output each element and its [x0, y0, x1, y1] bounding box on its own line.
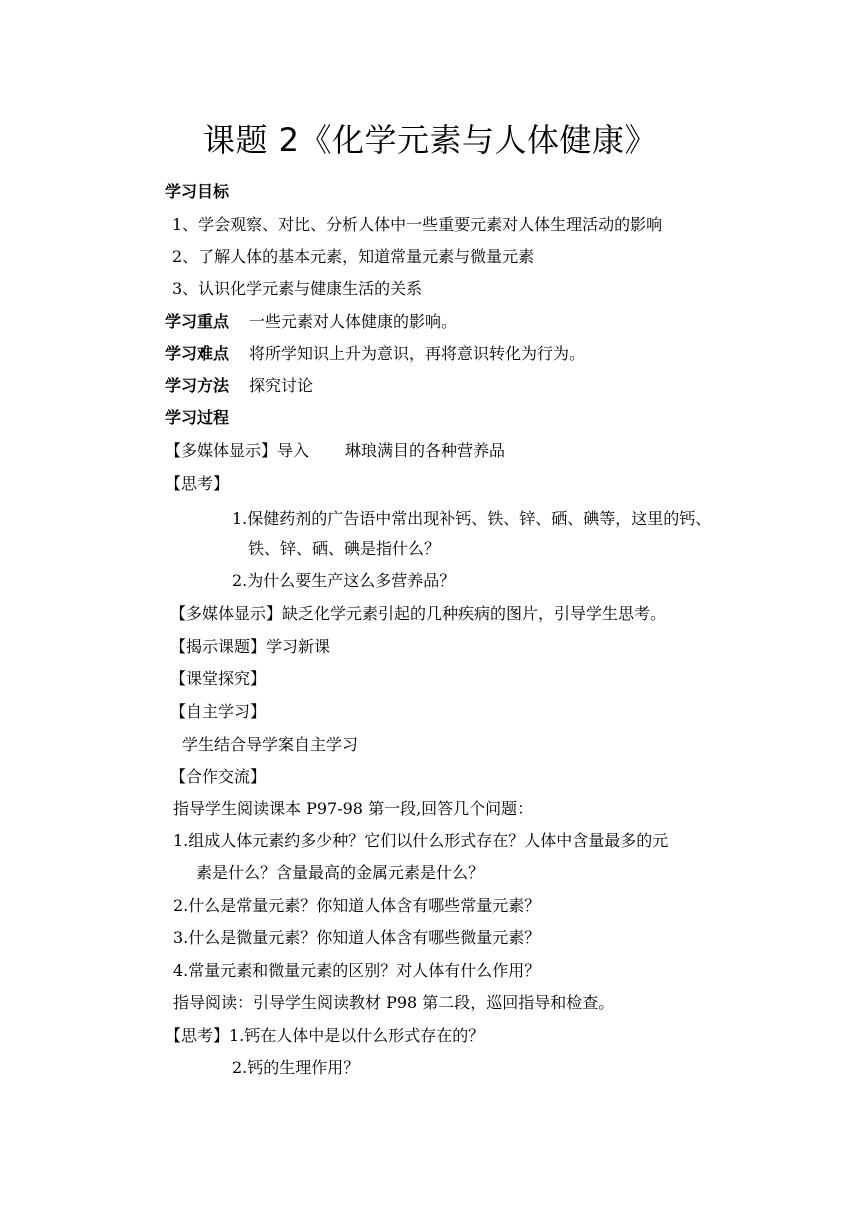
difficulty-text: 将所学知识上升为意识，再将意识转化为行为。 [249, 344, 586, 363]
self-study-text: 学生结合导学案自主学习 [182, 735, 359, 754]
objectives-heading: 学习目标 [165, 182, 230, 201]
cooperate-guide: 指导学生阅读课本 P97-98 第一段,回答几个问题： [173, 799, 534, 818]
method-label: 学习方法 [165, 376, 230, 395]
difficulty-label: 学习难点 [165, 344, 230, 363]
intro-row [165, 440, 505, 462]
page-title: 课题 2《化学元素与人体健康》 [202, 121, 658, 159]
method-row [165, 375, 313, 397]
self-study-heading: 【自主学习】 [170, 702, 267, 721]
cooperate-question-1: 1.组成人体元素约多少种？它们以什么形式存在？人体中含量最多的元 [173, 831, 669, 850]
difficulty-row [165, 343, 585, 365]
think1-question-1-cont: 铁、锌、硒、碘是指什么？ [248, 539, 441, 558]
think2-question-2: 2.钙的生理作用？ [232, 1058, 360, 1077]
objective-item-2: 2、了解人体的基本元素，知道常量元素与微量元素 [172, 247, 535, 266]
think1-heading: 【思考】 [165, 474, 230, 493]
think2-question-1: 【思考】1.钙在人体中是以什么形式存在的？ [165, 1026, 485, 1045]
cooperate-question-1-cont: 素是什么？含量最高的金属元素是什么？ [196, 863, 485, 882]
intro-text: 琳琅满目的各种营养品 [345, 441, 506, 460]
key-point-row [165, 311, 457, 333]
guided-reading: 指导阅读：引导学生阅读教材 P98 第二段，巡回指导和检查。 [173, 993, 615, 1012]
cooperate-question-3: 3.什么是微量元素？你知道人体含有哪些微量元素？ [173, 928, 541, 947]
method-text: 探究讨论 [249, 376, 314, 395]
objective-item-3: 3、认识化学元素与健康生活的关系 [172, 279, 423, 298]
multimedia-2: 【多媒体显示】缺乏化学元素引起的几种疾病的图片，引导学生思考。 [170, 604, 667, 623]
cooperate-heading: 【合作交流】 [170, 767, 267, 786]
process-heading: 学习过程 [165, 408, 230, 427]
intro-prefix: 【多媒体显示】导入 [165, 441, 310, 460]
key-point-text: 一些元素对人体健康的影响。 [249, 312, 458, 331]
reveal-topic: 【揭示课题】学习新课 [170, 637, 331, 656]
think1-question-2: 2.为什么要生产这么多营养品？ [232, 571, 456, 590]
cooperate-question-2: 2.什么是常量元素？你知道人体含有哪些常量元素？ [173, 896, 541, 915]
key-point-label: 学习重点 [165, 312, 230, 331]
cooperate-question-4: 4.常量元素和微量元素的区别？对人体有什么作用？ [173, 961, 541, 980]
objective-item-1: 1、学会观察、对比、分析人体中一些重要元素对人体生理活动的影响 [172, 215, 663, 234]
explore-heading: 【课堂探究】 [170, 669, 267, 688]
think1-question-1: 1.保健药剂的广告语中常出现补钙、铁、锌、硒、碘等，这里的钙、 [232, 509, 712, 528]
